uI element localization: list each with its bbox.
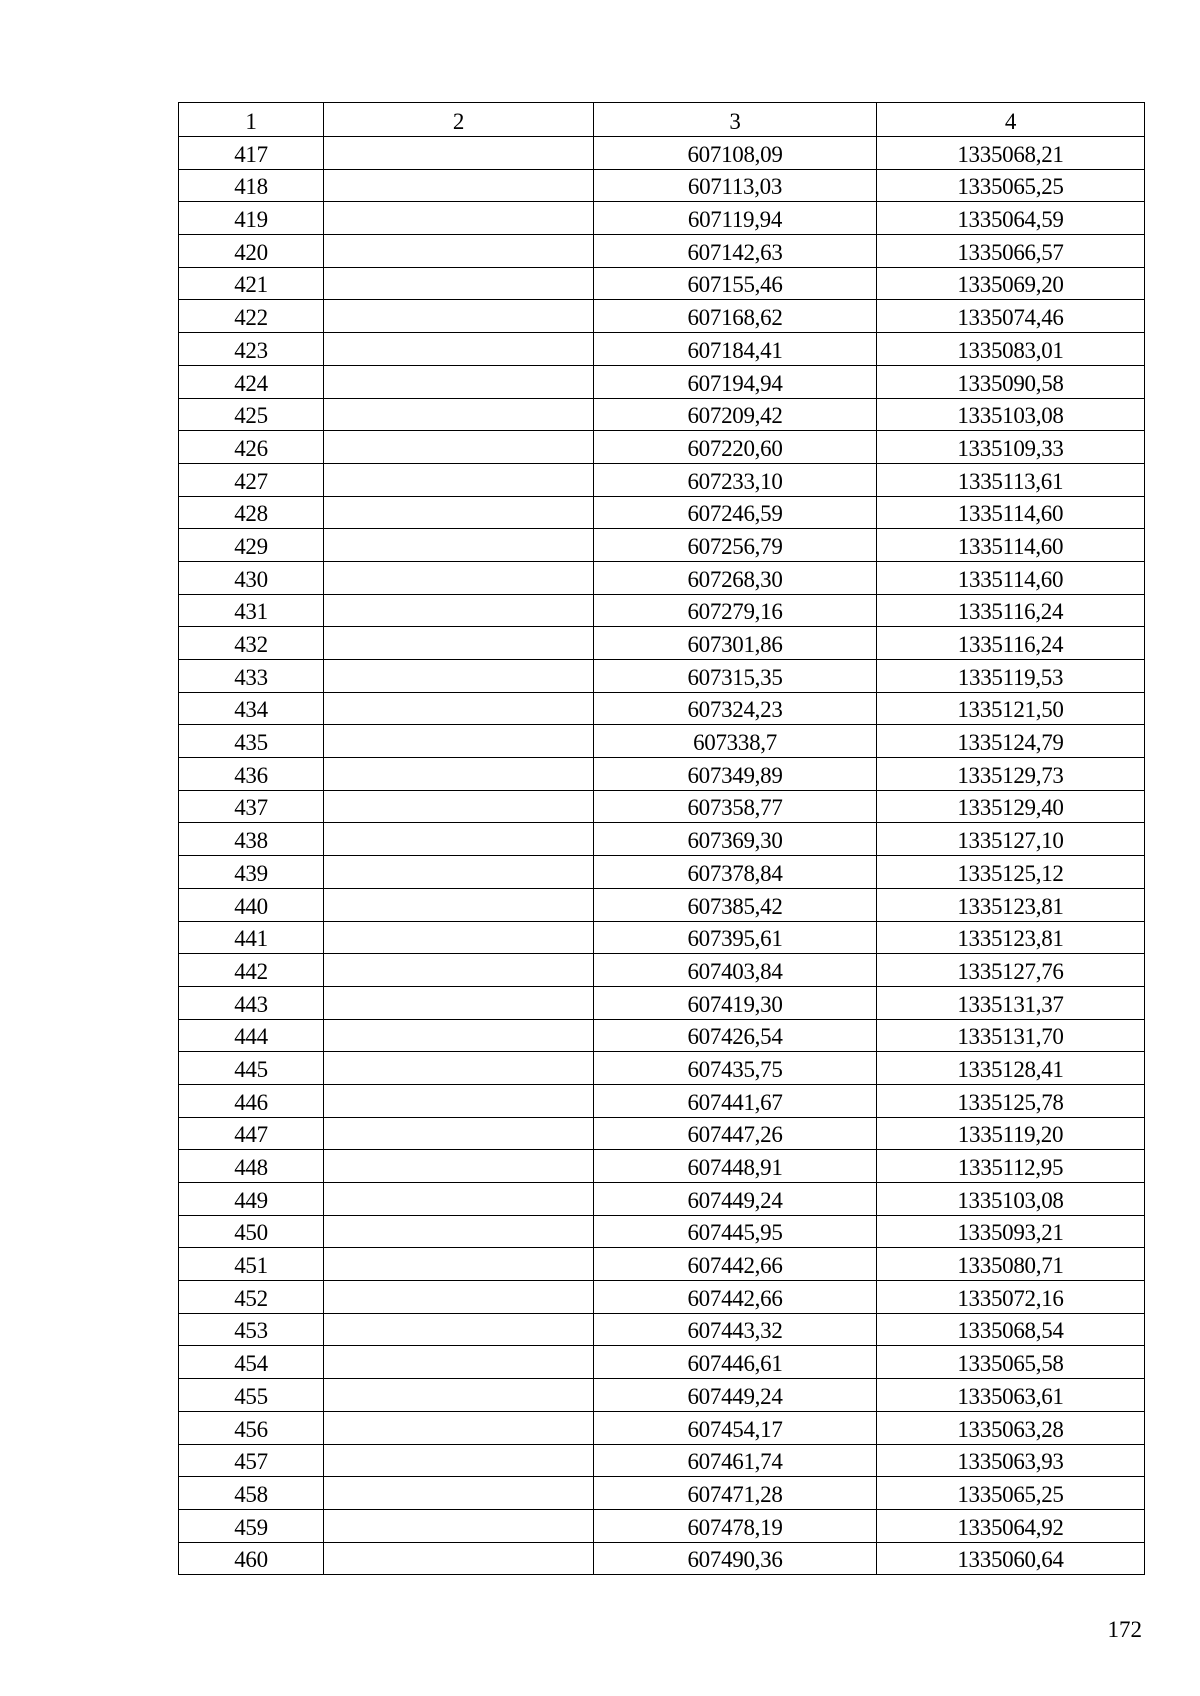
table-row bbox=[179, 1477, 1145, 1510]
table-row bbox=[179, 1346, 1145, 1379]
point-number-cell: 421 bbox=[179, 267, 324, 300]
coordinates-table-body bbox=[179, 103, 1145, 1575]
y-coordinate-cell: 1335072,16 bbox=[877, 1281, 1145, 1314]
y-coordinate-cell: 1335103,08 bbox=[877, 398, 1145, 431]
y-coordinate-cell: 1335119,53 bbox=[877, 660, 1145, 693]
y-coordinate-cell: 1335060,64 bbox=[877, 1542, 1145, 1575]
x-coordinate-cell: 607443,32 bbox=[594, 1313, 877, 1346]
x-coordinate-cell: 607447,26 bbox=[594, 1117, 877, 1150]
y-coordinate-cell: 1335128,41 bbox=[877, 1052, 1145, 1085]
table-row bbox=[179, 594, 1145, 627]
table-row bbox=[179, 790, 1145, 823]
x-coordinate-cell: 607441,67 bbox=[594, 1084, 877, 1117]
x-coordinate-cell: 607461,74 bbox=[594, 1444, 877, 1477]
y-coordinate-cell: 1335090,58 bbox=[877, 365, 1145, 398]
header-cell-col-2: 2 bbox=[324, 103, 594, 137]
x-coordinate-cell: 607442,66 bbox=[594, 1248, 877, 1281]
empty-cell bbox=[324, 1150, 594, 1183]
y-coordinate-cell: 1335123,81 bbox=[877, 888, 1145, 921]
empty-cell bbox=[324, 692, 594, 725]
y-coordinate-cell: 1335112,95 bbox=[877, 1150, 1145, 1183]
empty-cell bbox=[324, 1019, 594, 1052]
point-number-cell: 418 bbox=[179, 169, 324, 202]
y-coordinate-cell: 1335121,50 bbox=[877, 692, 1145, 725]
point-number-cell: 417 bbox=[179, 137, 324, 170]
point-number-cell: 427 bbox=[179, 463, 324, 496]
point-number-cell: 448 bbox=[179, 1150, 324, 1183]
point-number-cell: 449 bbox=[179, 1183, 324, 1216]
y-coordinate-cell: 1335131,37 bbox=[877, 986, 1145, 1019]
table-row bbox=[179, 954, 1145, 987]
point-number-cell: 459 bbox=[179, 1509, 324, 1542]
table-row bbox=[179, 431, 1145, 464]
y-coordinate-cell: 1335080,71 bbox=[877, 1248, 1145, 1281]
page-number: 172 bbox=[1107, 1617, 1142, 1642]
point-number-cell: 455 bbox=[179, 1379, 324, 1412]
x-coordinate-cell: 607448,91 bbox=[594, 1150, 877, 1183]
x-coordinate-cell: 607279,16 bbox=[594, 594, 877, 627]
y-coordinate-cell: 1335125,12 bbox=[877, 856, 1145, 889]
table-row bbox=[179, 1542, 1145, 1575]
empty-cell bbox=[324, 463, 594, 496]
x-coordinate-cell: 607194,94 bbox=[594, 365, 877, 398]
header-cell-col-3: 3 bbox=[594, 103, 877, 137]
y-coordinate-cell: 1335066,57 bbox=[877, 235, 1145, 268]
point-number-cell: 456 bbox=[179, 1411, 324, 1444]
empty-cell bbox=[324, 431, 594, 464]
x-coordinate-cell: 607301,86 bbox=[594, 627, 877, 660]
x-coordinate-cell: 607220,60 bbox=[594, 431, 877, 464]
point-number-cell: 436 bbox=[179, 758, 324, 791]
y-coordinate-cell: 1335093,21 bbox=[877, 1215, 1145, 1248]
point-number-cell: 425 bbox=[179, 398, 324, 431]
y-coordinate-cell: 1335065,58 bbox=[877, 1346, 1145, 1379]
empty-cell bbox=[324, 986, 594, 1019]
x-coordinate-cell: 607119,94 bbox=[594, 202, 877, 235]
empty-cell bbox=[324, 529, 594, 562]
empty-cell bbox=[324, 1346, 594, 1379]
empty-cell bbox=[324, 1542, 594, 1575]
y-coordinate-cell: 1335069,20 bbox=[877, 267, 1145, 300]
empty-cell bbox=[324, 235, 594, 268]
empty-cell bbox=[324, 954, 594, 987]
x-coordinate-cell: 607378,84 bbox=[594, 856, 877, 889]
point-number-cell: 432 bbox=[179, 627, 324, 660]
empty-cell bbox=[324, 333, 594, 366]
table-row bbox=[179, 1215, 1145, 1248]
y-coordinate-cell: 1335065,25 bbox=[877, 1477, 1145, 1510]
empty-cell bbox=[324, 1052, 594, 1085]
x-coordinate-cell: 607435,75 bbox=[594, 1052, 877, 1085]
empty-cell bbox=[324, 1411, 594, 1444]
empty-cell bbox=[324, 823, 594, 856]
table-row bbox=[179, 1052, 1145, 1085]
empty-cell bbox=[324, 1281, 594, 1314]
table-row bbox=[179, 986, 1145, 1019]
y-coordinate-cell: 1335123,81 bbox=[877, 921, 1145, 954]
table-row bbox=[179, 1444, 1145, 1477]
point-number-cell: 433 bbox=[179, 660, 324, 693]
x-coordinate-cell: 607426,54 bbox=[594, 1019, 877, 1052]
empty-cell bbox=[324, 888, 594, 921]
table-row bbox=[179, 529, 1145, 562]
empty-cell bbox=[324, 1215, 594, 1248]
x-coordinate-cell: 607449,24 bbox=[594, 1183, 877, 1216]
point-number-cell: 431 bbox=[179, 594, 324, 627]
coordinates-table bbox=[178, 102, 1145, 1575]
point-number-cell: 454 bbox=[179, 1346, 324, 1379]
empty-cell bbox=[324, 398, 594, 431]
empty-cell bbox=[324, 921, 594, 954]
empty-cell bbox=[324, 1117, 594, 1150]
point-number-cell: 452 bbox=[179, 1281, 324, 1314]
y-coordinate-cell: 1335074,46 bbox=[877, 300, 1145, 333]
empty-cell bbox=[324, 561, 594, 594]
empty-cell bbox=[324, 758, 594, 791]
y-coordinate-cell: 1335116,24 bbox=[877, 627, 1145, 660]
empty-cell bbox=[324, 1183, 594, 1216]
x-coordinate-cell: 607155,46 bbox=[594, 267, 877, 300]
x-coordinate-cell: 607324,23 bbox=[594, 692, 877, 725]
table-row bbox=[179, 1248, 1145, 1281]
x-coordinate-cell: 607478,19 bbox=[594, 1509, 877, 1542]
x-coordinate-cell: 607184,41 bbox=[594, 333, 877, 366]
point-number-cell: 435 bbox=[179, 725, 324, 758]
point-number-cell: 438 bbox=[179, 823, 324, 856]
table-row bbox=[179, 660, 1145, 693]
x-coordinate-cell: 607209,42 bbox=[594, 398, 877, 431]
empty-cell bbox=[324, 169, 594, 202]
x-coordinate-cell: 607490,36 bbox=[594, 1542, 877, 1575]
empty-cell bbox=[324, 1248, 594, 1281]
x-coordinate-cell: 607385,42 bbox=[594, 888, 877, 921]
y-coordinate-cell: 1335083,01 bbox=[877, 333, 1145, 366]
point-number-cell: 419 bbox=[179, 202, 324, 235]
empty-cell bbox=[324, 365, 594, 398]
x-coordinate-cell: 607268,30 bbox=[594, 561, 877, 594]
empty-cell bbox=[324, 856, 594, 889]
x-coordinate-cell: 607256,79 bbox=[594, 529, 877, 562]
empty-cell bbox=[324, 790, 594, 823]
point-number-cell: 428 bbox=[179, 496, 324, 529]
header-cell-col-1: 1 bbox=[179, 103, 324, 137]
table-row bbox=[179, 398, 1145, 431]
x-coordinate-cell: 607395,61 bbox=[594, 921, 877, 954]
empty-cell bbox=[324, 660, 594, 693]
x-coordinate-cell: 607338,7 bbox=[594, 725, 877, 758]
point-number-cell: 422 bbox=[179, 300, 324, 333]
point-number-cell: 447 bbox=[179, 1117, 324, 1150]
empty-cell bbox=[324, 300, 594, 333]
point-number-cell: 423 bbox=[179, 333, 324, 366]
table-row bbox=[179, 300, 1145, 333]
y-coordinate-cell: 1335125,78 bbox=[877, 1084, 1145, 1117]
y-coordinate-cell: 1335065,25 bbox=[877, 169, 1145, 202]
y-coordinate-cell: 1335127,10 bbox=[877, 823, 1145, 856]
table-row bbox=[179, 758, 1145, 791]
table-row bbox=[179, 1411, 1145, 1444]
empty-cell bbox=[324, 725, 594, 758]
y-coordinate-cell: 1335127,76 bbox=[877, 954, 1145, 987]
table-row bbox=[179, 137, 1145, 170]
x-coordinate-cell: 607454,17 bbox=[594, 1411, 877, 1444]
point-number-cell: 446 bbox=[179, 1084, 324, 1117]
x-coordinate-cell: 607233,10 bbox=[594, 463, 877, 496]
y-coordinate-cell: 1335068,54 bbox=[877, 1313, 1145, 1346]
x-coordinate-cell: 607403,84 bbox=[594, 954, 877, 987]
x-coordinate-cell: 607358,77 bbox=[594, 790, 877, 823]
table-row bbox=[179, 235, 1145, 268]
x-coordinate-cell: 607442,66 bbox=[594, 1281, 877, 1314]
y-coordinate-cell: 1335063,93 bbox=[877, 1444, 1145, 1477]
y-coordinate-cell: 1335063,28 bbox=[877, 1411, 1145, 1444]
empty-cell bbox=[324, 1509, 594, 1542]
point-number-cell: 453 bbox=[179, 1313, 324, 1346]
y-coordinate-cell: 1335068,21 bbox=[877, 137, 1145, 170]
empty-cell bbox=[324, 202, 594, 235]
point-number-cell: 442 bbox=[179, 954, 324, 987]
point-number-cell: 437 bbox=[179, 790, 324, 823]
point-number-cell: 424 bbox=[179, 365, 324, 398]
x-coordinate-cell: 607445,95 bbox=[594, 1215, 877, 1248]
point-number-cell: 434 bbox=[179, 692, 324, 725]
x-coordinate-cell: 607349,89 bbox=[594, 758, 877, 791]
y-coordinate-cell: 1335064,59 bbox=[877, 202, 1145, 235]
point-number-cell: 444 bbox=[179, 1019, 324, 1052]
empty-cell bbox=[324, 1313, 594, 1346]
point-number-cell: 457 bbox=[179, 1444, 324, 1477]
x-coordinate-cell: 607142,63 bbox=[594, 235, 877, 268]
x-coordinate-cell: 607315,35 bbox=[594, 660, 877, 693]
table-row bbox=[179, 1313, 1145, 1346]
x-coordinate-cell: 607113,03 bbox=[594, 169, 877, 202]
point-number-cell: 445 bbox=[179, 1052, 324, 1085]
table-row bbox=[179, 888, 1145, 921]
table-row bbox=[179, 856, 1145, 889]
table-row bbox=[179, 333, 1145, 366]
point-number-cell: 451 bbox=[179, 1248, 324, 1281]
y-coordinate-cell: 1335103,08 bbox=[877, 1183, 1145, 1216]
y-coordinate-cell: 1335114,60 bbox=[877, 529, 1145, 562]
point-number-cell: 420 bbox=[179, 235, 324, 268]
x-coordinate-cell: 607246,59 bbox=[594, 496, 877, 529]
table-row bbox=[179, 1150, 1145, 1183]
empty-cell bbox=[324, 1379, 594, 1412]
x-coordinate-cell: 607168,62 bbox=[594, 300, 877, 333]
table-header-row bbox=[179, 103, 1145, 137]
table-row bbox=[179, 1509, 1145, 1542]
point-number-cell: 443 bbox=[179, 986, 324, 1019]
empty-cell bbox=[324, 137, 594, 170]
table-row bbox=[179, 1019, 1145, 1052]
table-row bbox=[179, 725, 1145, 758]
point-number-cell: 441 bbox=[179, 921, 324, 954]
y-coordinate-cell: 1335113,61 bbox=[877, 463, 1145, 496]
y-coordinate-cell: 1335063,61 bbox=[877, 1379, 1145, 1412]
table-row bbox=[179, 921, 1145, 954]
point-number-cell: 429 bbox=[179, 529, 324, 562]
empty-cell bbox=[324, 627, 594, 660]
table-row bbox=[179, 496, 1145, 529]
empty-cell bbox=[324, 267, 594, 300]
point-number-cell: 426 bbox=[179, 431, 324, 464]
y-coordinate-cell: 1335129,40 bbox=[877, 790, 1145, 823]
empty-cell bbox=[324, 1444, 594, 1477]
x-coordinate-cell: 607449,24 bbox=[594, 1379, 877, 1412]
table-row bbox=[179, 365, 1145, 398]
point-number-cell: 458 bbox=[179, 1477, 324, 1510]
y-coordinate-cell: 1335116,24 bbox=[877, 594, 1145, 627]
table-row bbox=[179, 169, 1145, 202]
table-row bbox=[179, 1117, 1145, 1150]
y-coordinate-cell: 1335129,73 bbox=[877, 758, 1145, 791]
header-cell-col-4: 4 bbox=[877, 103, 1145, 137]
table-row bbox=[179, 692, 1145, 725]
table-row bbox=[179, 561, 1145, 594]
table-row bbox=[179, 1084, 1145, 1117]
y-coordinate-cell: 1335131,70 bbox=[877, 1019, 1145, 1052]
empty-cell bbox=[324, 1084, 594, 1117]
x-coordinate-cell: 607108,09 bbox=[594, 137, 877, 170]
table-row bbox=[179, 463, 1145, 496]
y-coordinate-cell: 1335124,79 bbox=[877, 725, 1145, 758]
table-row bbox=[179, 627, 1145, 660]
x-coordinate-cell: 607471,28 bbox=[594, 1477, 877, 1510]
table-row bbox=[179, 1183, 1145, 1216]
point-number-cell: 440 bbox=[179, 888, 324, 921]
y-coordinate-cell: 1335119,20 bbox=[877, 1117, 1145, 1150]
point-number-cell: 450 bbox=[179, 1215, 324, 1248]
table-row bbox=[179, 267, 1145, 300]
x-coordinate-cell: 607369,30 bbox=[594, 823, 877, 856]
table-row bbox=[179, 202, 1145, 235]
empty-cell bbox=[324, 594, 594, 627]
point-number-cell: 430 bbox=[179, 561, 324, 594]
table-row bbox=[179, 823, 1145, 856]
empty-cell bbox=[324, 1477, 594, 1510]
x-coordinate-cell: 607419,30 bbox=[594, 986, 877, 1019]
table-row bbox=[179, 1281, 1145, 1314]
x-coordinate-cell: 607446,61 bbox=[594, 1346, 877, 1379]
point-number-cell: 439 bbox=[179, 856, 324, 889]
empty-cell bbox=[324, 496, 594, 529]
y-coordinate-cell: 1335114,60 bbox=[877, 496, 1145, 529]
y-coordinate-cell: 1335114,60 bbox=[877, 561, 1145, 594]
point-number-cell: 460 bbox=[179, 1542, 324, 1575]
table-row bbox=[179, 1379, 1145, 1412]
y-coordinate-cell: 1335109,33 bbox=[877, 431, 1145, 464]
y-coordinate-cell: 1335064,92 bbox=[877, 1509, 1145, 1542]
